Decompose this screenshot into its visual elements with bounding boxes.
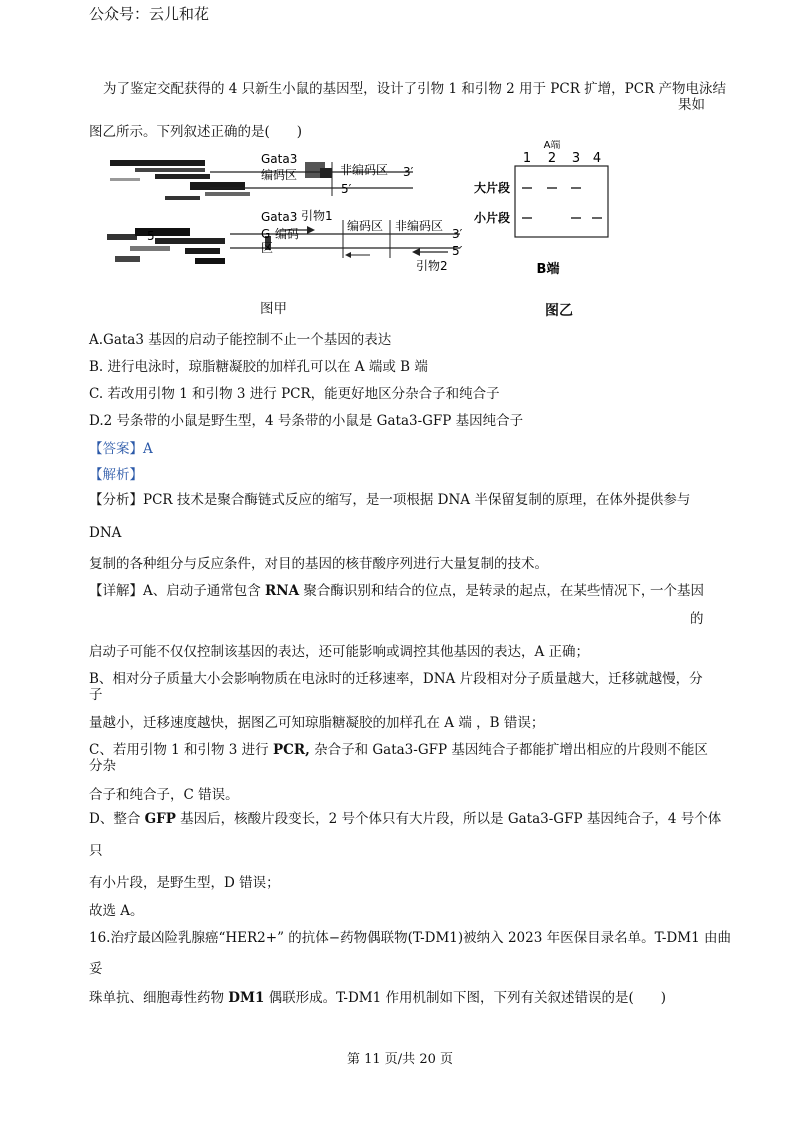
figure-a-bottom-noncoding: 非编码区 xyxy=(395,219,444,233)
q15-stem-line1: 为了鉴定交配获得的 4 只新生小鼠的基因型，设计了引物 1 和引物 2 用于 PCR 扩增，PCR 产物电泳结 xyxy=(103,81,727,97)
q15-option-a: A.Gata3 基因的启动子能控制不止一个基因的表达 xyxy=(89,332,392,348)
figure-b-lane-1: 1 xyxy=(522,151,532,166)
figure-b-bands xyxy=(522,188,602,218)
xiangjie-a1-pre: A、启动子通常包含 xyxy=(143,583,266,599)
xiangjie-d-line1 xyxy=(89,810,721,828)
analysis-label: 【解析】 xyxy=(89,467,143,483)
xiangjie-d1-tail: 只 xyxy=(89,843,103,859)
q15-stem-line1-tail: 果如 xyxy=(678,97,705,113)
xiangjie-c1-post: 杂合子和 Gata3-GFP 基因纯合子都能扩增出相应的片段则不能区 xyxy=(309,742,708,758)
page-footer: 第 11 页/共 20 页 xyxy=(347,1052,453,1067)
q15-option-b: B. 进行电泳时，琼脂糖凝胶的加样孔可以在 A 端或 B 端 xyxy=(89,359,428,375)
answer-label: 【答案】 xyxy=(89,441,143,457)
figure-b-a-end: A端 xyxy=(543,140,561,151)
xiangjie-c-line2: 合子和纯合子，C 错误。 xyxy=(89,787,239,803)
xiangjie-a1-post: 聚合酶识别和结合的位点，是转录的起点，在某些情况下， xyxy=(299,583,655,599)
xiangjie-d1-pre: D、整合 xyxy=(89,811,145,827)
q15-option-d: D.2 号条带的小鼠是野生型，4 号条带的小鼠是 Gata3-GFP 基因纯合子 xyxy=(89,413,524,429)
answer-value: A xyxy=(143,441,153,457)
figure-a-bottom-gfp-prefix: G xyxy=(261,227,271,241)
figure-a-gene-diagram xyxy=(95,148,480,278)
figure-a-bottom-blocks xyxy=(107,228,274,264)
figure-a-primer2-label: 引物2 xyxy=(416,259,448,273)
figure-a-top-5prime: 5′ xyxy=(341,182,352,196)
fenxi-line3: 复制的各种组分与反应条件，对目的基因的核苷酸序列进行大量复制的技术。 xyxy=(89,556,548,572)
figure-a-bottom-5prime: 5′ xyxy=(452,244,463,258)
fenxi-text1: PCR 技术是聚合酶链式反应的缩写，是一项根据 DNA 半保留复制的原理，在体外提供参与 xyxy=(143,492,691,508)
xiangjie-b-line2: 量越小，迁移速度越快，据图乙可知琼脂糖凝胶的加样孔在 A 端 ，B 错误； xyxy=(89,715,545,731)
xiangjie-c1-tail: 分杂 xyxy=(89,758,116,774)
fenxi-label: 【分析】 xyxy=(89,492,143,508)
xiangjie-a-line1 xyxy=(89,582,654,600)
figure-a-caption: 图甲 xyxy=(260,301,287,317)
xiangjie-b-line1: B、相对分子质量大小会影响物质在电泳时的迁移速率，DNA 片段相对分子质量越大，迁移就越慢，分 xyxy=(89,671,703,687)
q16-line1-tail: 妥 xyxy=(89,961,103,977)
figure-a-bottom-coding: 编码区 xyxy=(347,219,384,233)
xiangjie-d-line2: 有小片段，是野生型，D 错误； xyxy=(89,875,280,891)
fenxi-line1 xyxy=(89,491,690,509)
q16-line1: 16.治疗最凶险乳腺癌“HER2+” 的抗体−药物偶联物(T-DM1)被纳入 2023 年医保目录名单。T-DM1 由曲 xyxy=(89,930,731,946)
xiangjie-c1-pre: C、若用引物 1 和引物 3 进行 xyxy=(89,742,273,758)
figure-b-lane-2: 2 xyxy=(547,151,557,166)
figure-b-small-label: 小片段 xyxy=(474,211,511,225)
figure-b-large-label: 大片段 xyxy=(474,181,511,195)
figure-a-bottom-gene-label: Gata3 xyxy=(261,210,298,224)
header-watermark: 公众号：云儿和花 xyxy=(89,5,210,23)
figure-a-bottom-coding-short: 编码 xyxy=(275,227,300,241)
figure-b-b-end: B端 xyxy=(536,262,560,277)
xiangjie-label: 【详解】 xyxy=(89,583,143,599)
figure-a-top-coding: 编码区 xyxy=(261,168,298,182)
figure-b-gel xyxy=(470,140,620,285)
xiangjie-c1-bold: PCR, xyxy=(272,742,310,758)
xiangjie-d1-bold: GFP xyxy=(144,811,176,827)
xiangjie-conclusion: 故选 A。 xyxy=(89,903,144,919)
q16-line2-pre: 珠单抗、细胞毒性药物 xyxy=(89,990,229,1006)
figure-a-top-noncoding: 非编码区 xyxy=(340,163,389,177)
answer-line xyxy=(89,440,153,458)
figure-a-top-blocks xyxy=(110,160,332,200)
figure-b-lane-3: 3 xyxy=(571,151,581,166)
q16-line2-bold: DM1 xyxy=(228,990,265,1006)
xiangjie-a1-bold: RNA xyxy=(265,583,300,599)
xiangjie-a-line2: 启动子可能不仅仅控制该基因的表达，还可能影响或调控其他基因的表达，A 正确； xyxy=(89,644,590,660)
figure-a-primer1-label: 引物1 xyxy=(301,209,333,223)
figure-b-gel-frame xyxy=(515,166,608,237)
figure-a-bottom-region: 区 xyxy=(261,241,274,255)
xiangjie-d1-post: 基因后，核酸片段变长，2 号个体只有大片段，所以是 Gata3-GFP 基因纯合子，4 号个体 xyxy=(175,811,722,827)
q16-line2 xyxy=(89,989,666,1007)
q15-option-c: C. 若改用引物 1 和引物 3 进行 PCR，能更好地区分杂合子和纯合子 xyxy=(89,386,500,402)
figure-a-top-gene-label: Gata3 xyxy=(261,152,298,166)
xiangjie-b-line1-zi: 子 xyxy=(89,687,103,703)
xiangjie-a1-de: 的 xyxy=(690,611,704,627)
q16-line2-post: 偶联形成。T-DM1 作用机制如下图，下列有关叙述错误的是( ) xyxy=(264,990,667,1006)
figure-a-bottom-3prime: 3′ xyxy=(452,227,463,241)
figure-b-lane-4: 4 xyxy=(592,151,602,166)
q15-stem-line2: 图乙所示。下列叙述正确的是( ) xyxy=(89,124,303,140)
figure-a-bottom-five: 5 xyxy=(147,229,155,243)
figure-a-top-3prime: 3′ xyxy=(403,165,414,179)
figure-b-caption: 图乙 xyxy=(545,303,573,319)
xiangjie-a1-tail: 一个基因 xyxy=(650,583,704,599)
xiangjie-c-line1 xyxy=(89,741,708,759)
fenxi-line2: DNA xyxy=(89,525,122,541)
